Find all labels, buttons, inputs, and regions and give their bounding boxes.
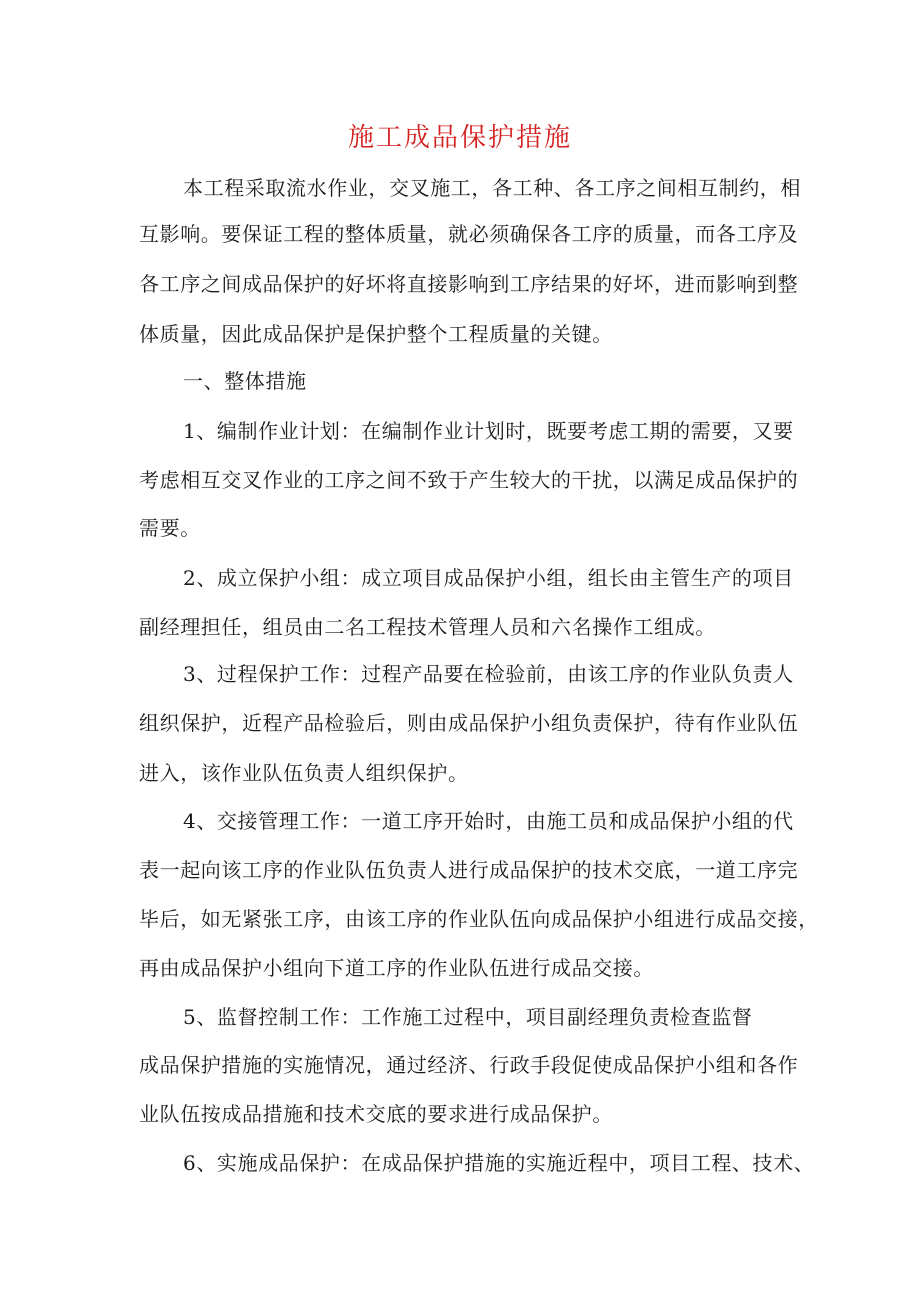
item-5-line-3: 业队伍按成品措施和技术交底的要求进行成品保护。 — [139, 1102, 613, 1126]
item-4-line-2: 表一起向该工序的作业队伍负责人进行成品保护的技术交底，一道工序完 — [139, 858, 799, 882]
document-title: 施工成品保护措施 — [347, 123, 572, 153]
item-4-line-4: 再由成品保护小组向下道工序的作业队伍进行成品交接。 — [139, 956, 654, 980]
item-5-line-1: 5、监督控制工作：工作施工过程中，项目副经理负责检查监督 — [183, 1005, 753, 1029]
item-3-line-1: 3、过程保护工作：过程产品要在检验前，由该工序的作业队负责人 — [183, 662, 794, 686]
item-5-line-2: 成品保护措施的实施情况，通过经济、行政手段促使成品保护小组和各作 — [139, 1053, 799, 1077]
item-2-line-1: 2、成立保护小组：成立项目成品保护小组，组长由主管生产的项目 — [183, 566, 794, 590]
item-1-line-3: 需要。 — [139, 516, 201, 540]
item-4-line-3: 毕后，如无紧张工序，由该工序的作业队伍向成品保护小组进行成品交接， — [139, 907, 819, 931]
paragraph-intro-line-3: 各工序之间成品保护的好坏将直接影响到工序结果的好坏，进而影响到整 — [139, 272, 799, 296]
paragraph-intro-line-4: 体质量，因此成品保护是保护整个工程质量的关键。 — [139, 322, 613, 346]
item-6-line-1: 6、实施成品保护：在成品保护措施的实施近程中，项目工程、技术、 — [183, 1151, 815, 1175]
item-3-line-3: 进入，该作业队伍负责人组织保护。 — [139, 761, 469, 785]
paragraph-intro-line-1: 本工程采取流水作业，交叉施工，各工种、各工序之间相互制约，相 — [183, 176, 801, 200]
item-1-line-2: 考虑相互交叉作业的工序之间不致于产生较大的干扰，以满足成品保护的 — [139, 468, 799, 492]
item-1-line-1: 1、编制作业计划：在编制作业计划时，既要考虑工期的需要，又要 — [183, 419, 794, 443]
item-2-line-2: 副经理担任，组员由二名工程技术管理人员和六名操作工组成。 — [139, 615, 716, 639]
paragraph-intro-line-2: 互影响。要保证工程的整体质量，就必须确保各工序的质量，而各工序及 — [139, 222, 799, 246]
item-4-line-1: 4、交接管理工作：一道工序开始时，由施工员和成品保护小组的代 — [183, 809, 794, 833]
section-heading: 一、整体措施 — [183, 369, 307, 393]
item-3-line-2: 组织保护，近程产品检验后，则由成品保护小组负责保护，待有作业队伍 — [139, 711, 799, 735]
